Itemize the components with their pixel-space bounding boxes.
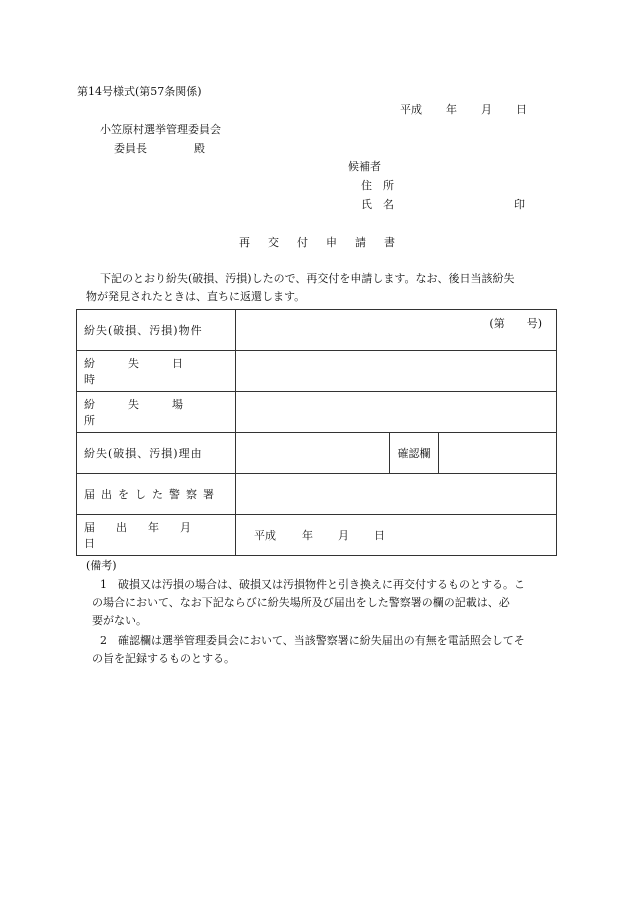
name-label: 氏 名 — [361, 198, 394, 211]
confirm-label: 確認欄 — [390, 433, 439, 474]
date-month-label: 月 — [481, 103, 492, 116]
request-table — [76, 309, 557, 556]
seal-mark: 印 — [514, 198, 525, 211]
document-title: 再交付申請書 — [239, 236, 413, 249]
police-station-field[interactable] — [236, 474, 557, 515]
lost-reason-label: 紛失(破損、汚損)理由 — [84, 447, 203, 460]
date-era: 平成 — [400, 103, 422, 116]
lost-datetime-label: 紛失日時 — [84, 357, 216, 386]
date-day-label: 日 — [516, 103, 527, 116]
note-1-line-2: の場合において、なお下記ならびに紛失場所及び届出をした警察署の欄の記載は、必 — [92, 596, 510, 609]
lost-item-field[interactable] — [236, 310, 557, 351]
candidate-label: 候補者 — [348, 160, 381, 173]
form-number: 第14号様式(第57条関係) — [77, 85, 202, 98]
body-line-1: 下記のとおり紛失(破損、汚損)したので、再交付を申請します。なお、後日当該紛失 — [100, 272, 515, 285]
lost-reason-field[interactable] — [236, 433, 390, 474]
report-date-day: 日 — [374, 529, 385, 542]
report-date-field[interactable] — [236, 515, 557, 556]
confirm-field[interactable] — [439, 433, 557, 474]
table-row — [77, 351, 557, 392]
lost-datetime-field[interactable] — [236, 351, 557, 392]
table-row — [77, 474, 557, 515]
table-row — [77, 515, 557, 556]
police-station-label: 届出をした警察署 — [84, 488, 220, 501]
report-date-year: 年 — [302, 529, 313, 542]
report-date-label: 届出年月日 — [84, 521, 212, 550]
notes-heading: (備考) — [86, 559, 117, 572]
addressee-title: 委員長 — [114, 142, 147, 155]
table-row — [77, 310, 557, 351]
note-2-line-2: の旨を記録するものとする。 — [92, 652, 235, 665]
lost-place-field[interactable] — [236, 392, 557, 433]
addressee-honorific: 殿 — [194, 142, 205, 155]
note-2-line-1: 2 確認欄は選挙管理委員会において、当該警察署に紛失届出の有無を電話照会してそ — [100, 634, 525, 647]
note-1-line-3: 要がない。 — [92, 614, 147, 627]
body-line-2: 物が発見されたときは、直ちに返還します。 — [86, 290, 306, 303]
addressee-org: 小笠原村選挙管理委員会 — [100, 123, 221, 136]
item-number-note: (第 号) — [489, 317, 542, 330]
table-row — [77, 392, 557, 433]
report-date-era: 平成 — [254, 529, 276, 542]
note-1-line-1: 1 破損又は汚損の場合は、破損又は汚損物件と引き換えに再交付するものとする。こ — [100, 578, 525, 591]
address-label: 住 所 — [361, 179, 394, 192]
lost-item-label: 紛失(破損、汚損)物件 — [84, 324, 203, 337]
table-row — [77, 433, 557, 474]
lost-place-label: 紛失場所 — [84, 398, 216, 427]
date-year-label: 年 — [446, 103, 457, 116]
report-date-month: 月 — [338, 529, 349, 542]
